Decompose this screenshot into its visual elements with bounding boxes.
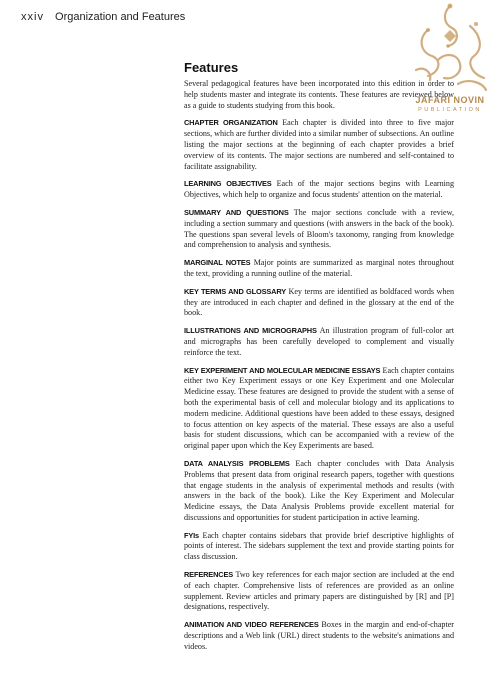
feature-paragraph — [184, 208, 454, 251]
feature-text: Boxes in the margin and end-of-chapter descriptions and a Web link (URL) direct students to the website's animations and videos. — [184, 620, 454, 651]
feature-term: ANIMATION AND VIDEO REFERENCES — [184, 620, 319, 630]
feature-text: Key terms are identified as boldfaced words when they are introduced in each chapter and defined in the glossary at the end of the book. — [184, 286, 455, 318]
logo-tagline: PUBLICATION — [418, 107, 482, 113]
feature-term: DATA ANALYSIS PROBLEMS — [184, 458, 290, 468]
feature-term: SUMMARY AND QUESTIONS — [184, 207, 289, 217]
feature-term: ILLUSTRATIONS AND MICROGRAPHS — [184, 326, 317, 336]
feature-text: Two key references for each major section are included at the end of each chapter. Comprehensive lists of references are provided as an online supplement. Review articles and primary papers are distinguished by [R] and [P] designations, respectively. — [184, 570, 454, 612]
feature-text: Each chapter contains sidebars that provide brief descriptive highlights of points of interest. The sidebars supplement the text and provide starting points for class discussion. — [184, 530, 455, 562]
feature-paragraph — [184, 366, 454, 452]
feature-term: FYIs — [184, 530, 200, 540]
intro-paragraph: Several pedagogical features have been incorporated into this edition in order to help students master and integrate its contents. These features are reviewed below as a guide to students studying from this book. — [184, 79, 454, 110]
running-header — [21, 10, 185, 24]
feature-paragraph — [184, 258, 454, 280]
feature-text: Each chapter contains either two Key Experiment essays or one Key Experiment and one Molecular Medicine essay. These features are designed to provide the student with a sense of both the experimental basis of cell and molecular biology and its applications to modern medicine. Additional questions have been added to these essays, designed to focus attention on key aspects of the material. These essays are also a useful basis for student discussions, which can be accompanied with a review of the original paper upon which the Key Experiments are based. — [184, 365, 454, 451]
feature-text: Each of the major sections begins with Learning Objectives, which help to organize and focus students' attention on the material. — [184, 179, 454, 200]
feature-term: REFERENCES — [184, 570, 234, 580]
feature-term: CHAPTER ORGANIZATION — [184, 118, 278, 128]
feature-paragraph — [184, 459, 454, 524]
features-section — [184, 60, 454, 660]
feature-text: The major sections conclude with a review, including a section summary and questions (with answers in the back of the book). The questions span several levels of Bloom's taxonomy, ranging from knowledge and comprehension to analysis and synthesis. — [184, 207, 454, 250]
logo-name: JAFARI NOVIN — [415, 95, 485, 105]
feature-text: An illustration program of full-color art and micrographs has been carefully developed to complement and visually reinforce the text. — [184, 326, 454, 357]
feature-paragraph — [184, 531, 454, 563]
feature-paragraph — [184, 179, 454, 201]
feature-text: Major points are summarized as marginal notes throughout the text, providing a running outline of the material. — [184, 258, 454, 278]
feature-term: KEY TERMS AND GLOSSARY — [184, 286, 287, 296]
feature-text: Each chapter is divided into three to five major sections, which are further divided into a similar number of subsections. An outline listing the major sections at the beginning of each chapter provides a brief overview of its contents. The major sections are numbered and self-contained to facilitate assignability. — [184, 118, 454, 171]
running-title: Organization and Features — [55, 11, 186, 23]
feature-term: LEARNING OBJECTIVES — [184, 179, 272, 189]
feature-paragraph — [184, 326, 454, 358]
feature-text: Each chapter concludes with Data Analysis Problems that present data from original research papers, together with questions that engage students in the analysis of experimental methods and results (with answers in the back of the book). Like the Key Experiment and Molecular Medicine essays, the Data Analysis Problems provide excellent material for discussions and opportunities for student participation in active learning. — [184, 458, 454, 522]
feature-paragraph — [184, 620, 454, 652]
feature-term: KEY EXPERIMENT AND MOLECULAR MEDICINE ESSAYS — [184, 365, 381, 375]
section-title: Features — [184, 60, 239, 75]
feature-paragraph — [184, 570, 454, 613]
feature-paragraph — [184, 118, 454, 172]
page-number: xxiv — [21, 11, 44, 23]
feature-paragraph — [184, 287, 454, 319]
feature-term: MARGINAL NOTES — [184, 258, 251, 268]
